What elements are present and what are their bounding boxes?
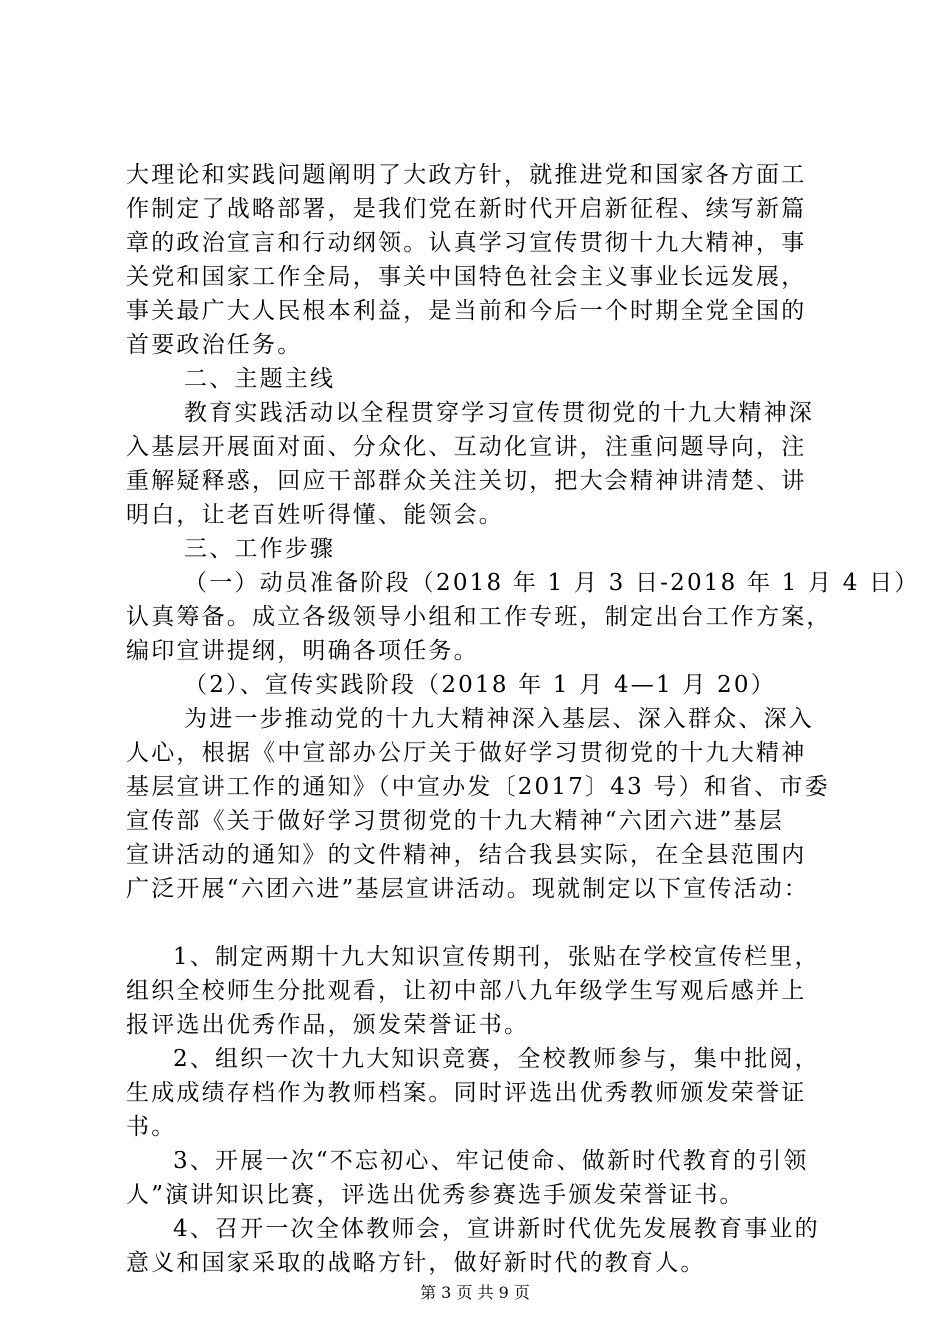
text-line: 宣讲活动的通知》的文件精神，结合我县实际，在全县范围内	[126, 842, 807, 868]
text-line: 书。	[126, 1114, 177, 1140]
text-line: 明白，让老百姓听得懂、能领会。	[126, 502, 504, 528]
text-line: 组织全校师生分批观看，让初中部八九年级学生写观后感并上	[126, 978, 807, 1004]
text-line: 基层宣讲工作的通知》（中宣办发〔2017〕43 号）和省、市委	[126, 774, 830, 800]
subsection-heading-prep: （一）动员准备阶段（2018 年 1 月 3 日-2018 年 1 月 4 日）	[184, 570, 920, 596]
list-item-4: 4、召开一次全体教师会，宣讲新时代优先发展教育事业的	[173, 1216, 820, 1242]
list-item-3: 3、开展一次“不忘初心、牢记使命、做新时代教育的引领	[173, 1148, 809, 1174]
text-line: 认真筹备。成立各级领导小组和工作专班，制定出台工作方案，	[126, 604, 832, 630]
section-heading-steps: 三、工作步骤	[184, 536, 336, 562]
text-line: 报评选出优秀作品，颁发荣誉证书。	[126, 1012, 530, 1038]
text-line: 宣传部《关于做好学习贯彻党的十九大精神“六团六进”基层	[126, 808, 784, 834]
subsection-heading-practice: （2）、宣传实践阶段（2018 年 1 月 4—1 月 20）	[184, 672, 776, 698]
text-line: 重解疑释惑，回应干部群众关注关切，把大会精神讲清楚、讲	[126, 468, 807, 494]
text-line: 编印宣讲提纲，明确各项任务。	[126, 638, 479, 664]
section-heading-theme: 二、主题主线	[184, 366, 336, 392]
text-line: 教育实践活动以全程贯穿学习宣传贯彻党的十九大精神深	[184, 400, 814, 426]
text-line: 入基层开展面对面、分众化、互动化宣讲，注重问题导向，注	[126, 434, 807, 460]
text-line: 生成成绩存档作为教师档案。同时评选出优秀教师颁发荣誉证	[126, 1080, 807, 1106]
text-line: 首要政治任务。	[126, 332, 303, 358]
text-line: 为进一步推动党的十九大精神深入基层、深入群众、深入	[184, 706, 814, 732]
text-line: 事关最广大人民根本利益，是当前和今后一个时期全党全国的	[126, 298, 807, 324]
text-line: 作制定了战略部署，是我们党在新时代开启新征程、续写新篇	[126, 196, 807, 222]
list-item-2: 2、组织一次十九大知识竞赛，全校教师参与，集中批阅，	[173, 1046, 820, 1072]
text-line: 大理论和实践问题阐明了大政方针，就推进党和国家各方面工	[126, 162, 807, 188]
paragraph-gap	[126, 906, 831, 940]
text-line: 关党和国家工作全局，事关中国特色社会主义事业长远发展，	[126, 264, 807, 290]
document-body	[126, 158, 920, 1280]
text-line: 意义和国家采取的战略方针，做好新时代的教育人。	[126, 1250, 706, 1276]
text-line: 章的政治宣言和行动纲领。认真学习宣传贯彻十九大精神，事	[126, 230, 807, 256]
text-line: 广泛开展“六团六进”基层宣讲活动。现就制定以下宣传活动：	[126, 876, 810, 902]
list-item-1: 1、制定两期十九大知识宣传期刊，张贴在学校宣传栏里，	[173, 944, 820, 970]
text-line: 人”演讲知识比赛，评选出优秀参赛选手颁发荣誉证书。	[126, 1182, 745, 1208]
page-number: 第 3 页 共 9 页	[420, 1283, 530, 1302]
text-line: 人心，根据《中宣部办公厅关于做好学习贯彻党的十九大精神	[126, 740, 807, 766]
